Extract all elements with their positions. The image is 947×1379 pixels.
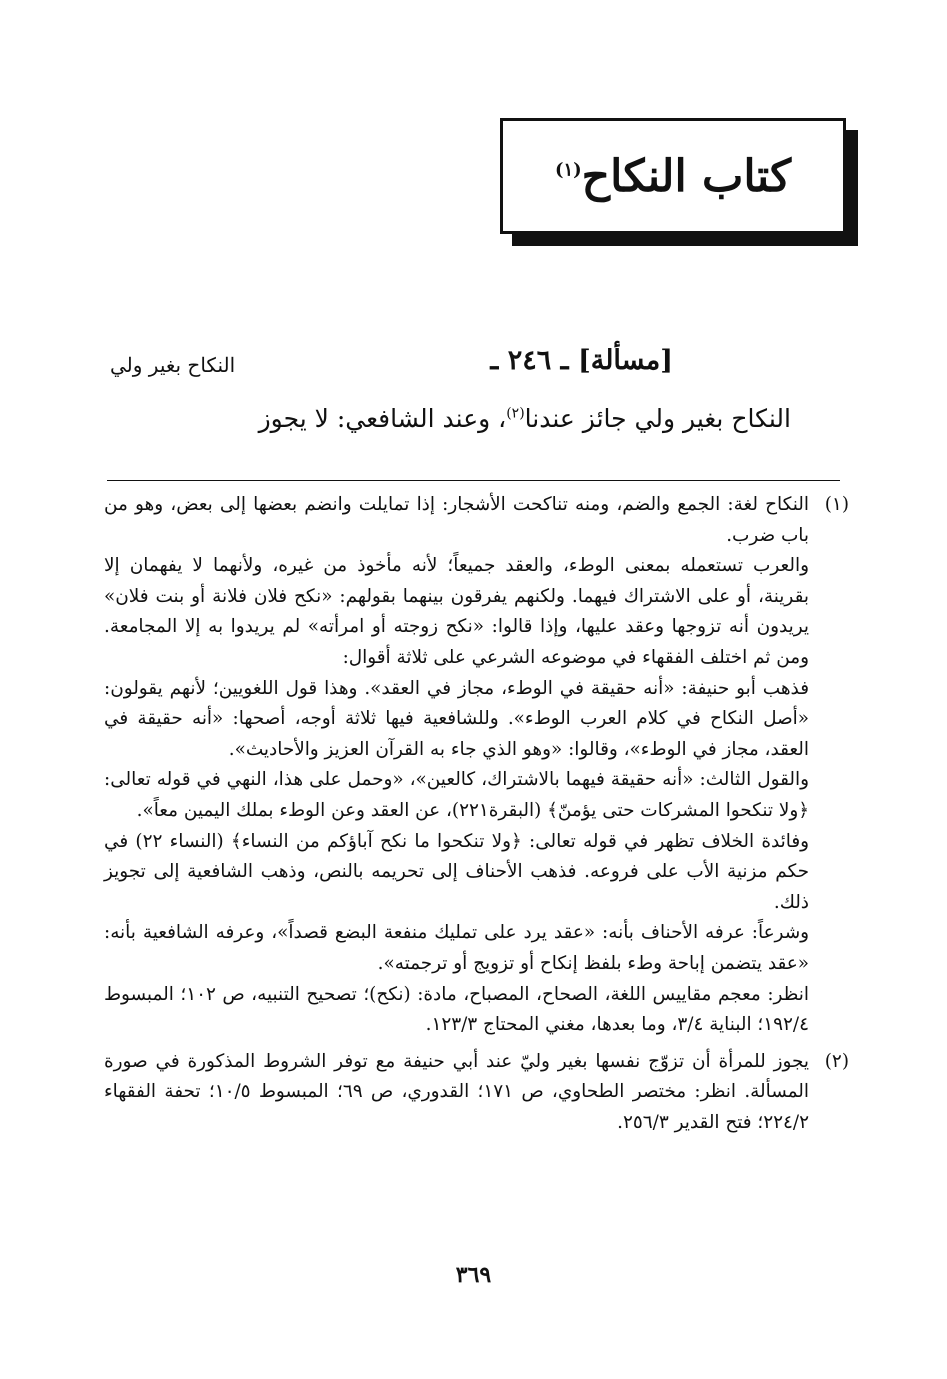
chapter-title [555,151,791,202]
main-footnote-ref: (٢) [506,405,525,422]
title-footnote-ref: (١) [554,158,582,180]
footnote-paragraph: فذهب أبو حنيفة: «أنه حقيقة في الوطء، مجاز في العقد». وهذا قول اللغويين؛ لأنهم يقولون: «أصل النكاح في كلام العرب الوطء». وللشافعية فيها ثلاثة أوجه، أصحها: «أنه حقيقة في العقد، مجاز في الوطء»، وقالوا: «وهو الذي جاء به القرآن العزيز والأحاديث». [104,677,809,760]
side-label: النكاح بغير ولي [110,353,236,377]
footnote-paragraph: وفائدة الخلاف تظهر في قوله تعالى: ﴿ولا تنكحوا ما نكح آباؤكم من النساء﴾ (النساء ٢٢) في حكم مزنية الأب على فروعه. فذهب الأحناف إلى تحريمه بالنص، وذهب الشافعية إلى تجويز ذلك. [104,830,809,913]
footnote-paragraph: والعرب تستعمله بمعنى الوطء، والعقد جميعاً؛ لأنه مأخوذ من غيره، ولأنهما لا يفهمان إلا بقرينة، أو على الاشتراك فيهما. ولكنهم يفرقون بينهما بقولهم: «نكح فلان فلانة أو بنت فلان» يريدون أنه تزوجها وعقد عليها، وإذا قالوا: «نكح زوجته أو امرأته» لم يريدوا به إلا المجامعة. ومن ثم اختلف الفقهاء في موضوعه الشرعي على ثلاثة أقوال: [104,555,809,668]
footnote-2 [104,1047,849,1139]
footnote-paragraph: وشرعاً: عرفه الأحناف بأنه: «عقد يرد على تمليك منفعة البضع قصداً»، وعرفه الشافعية بأنه: «عقد يتضمن إباحة وطء بلفظ إنكاح أو تزويج أو ترجمته». [104,922,809,974]
masala-heading: [مسألة] ـ ٢٤٦ ـ [490,345,673,376]
footnote-1 [104,490,849,1041]
footnote-number: (٢) [824,1050,849,1072]
footnotes [104,490,849,1138]
page-number: ٣٦٩ [455,1262,492,1288]
footnote-paragraph: النكاح لغة: الجمع والضم، ومنه تناكحت الأشجار: إذا تمايلت وانضم بعضها إلى بعض، وهو من باب ضرب. [104,494,809,546]
footnote-paragraph: انظر: معجم مقاييس اللغة، الصحاح، المصباح، مادة: (نكح)؛ تصحيح التنبيه، ص ١٠٢؛ المبسوط ١٩٢/٤؛ البناية ٣/٤، وما بعدها، مغني المحتاج ١٢٣/٣. [104,983,809,1036]
footnote-number: (١) [824,494,849,515]
main-text-after: ، وعند الشافعي: لا يجوز [258,404,507,433]
title-box [500,118,846,234]
footnote-paragraph: يجوز للمرأة أن تزوّج نفسها بغير وليّ عند أبي حنيفة مع توفر الشروط المذكورة في صورة المسألة. انظر: مختصر الطحاوي، ص ١٧١؛ القدوري، ص ٦٩؛ المبسوط ١٠/٥؛ تحفة الفقهاء ٢٢٤/٢؛ فتح القدير ٢٥٦/٣. [104,1050,810,1133]
footnote-divider [107,480,840,481]
footnote-paragraph: والقول الثالث: «أنه حقيقة فيهما بالاشتراك، كالعين»، «وحمل على هذا، النهي في قوله تعالى: ﴿ولا تنكحوا المشركات حتى يؤمنّ﴾ (البقرة٢٢١)، عن العقد وعن الوطء بملك اليمين معاً». [104,769,809,821]
chapter-title-text: كتاب النكاح [581,150,792,202]
masala-line [110,345,837,395]
main-text-before: النكاح بغير ولي جائز عندنا [524,404,791,433]
main-statement [259,404,791,433]
